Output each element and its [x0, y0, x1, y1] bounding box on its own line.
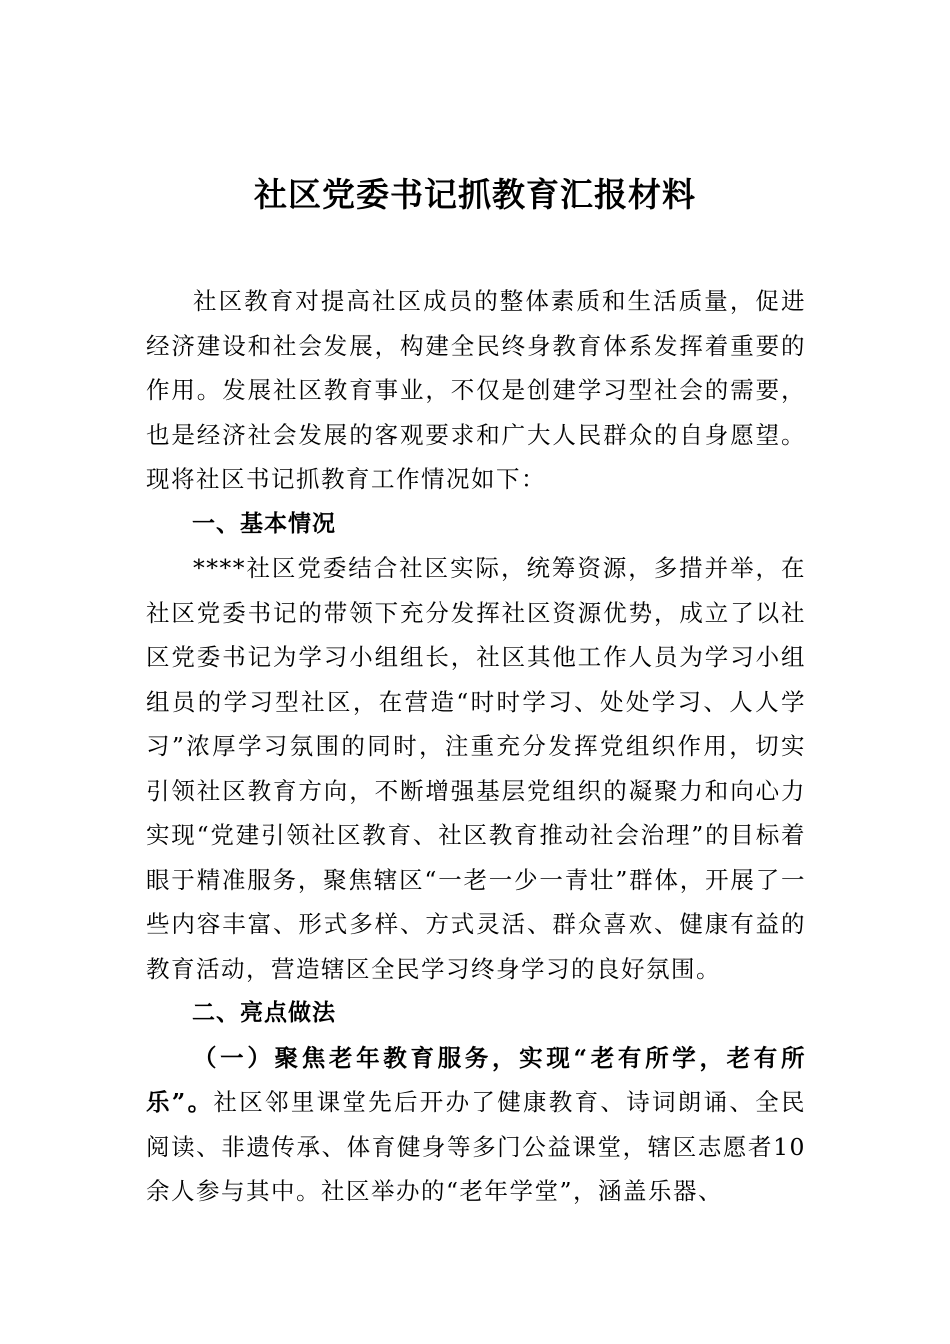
highlight-item-paragraph	[146, 1036, 806, 1214]
highlight-item-text: 社区邻里课堂先后开办了健康教育、诗词朗诵、全民阅读、非遗传承、体育健身等多门公益课堂，辖区志愿者10余人参与其中。社区举办的“老年学堂”，涵盖乐器、	[146, 1088, 806, 1205]
basic-situation-paragraph: ****社区党委结合社区实际，统筹资源，多措并举，在社区党委书记的带领下充分发挥社区资源优势，成立了以社区党委书记为学习小组组长，社区其他工作人员为学习小组组员的学习型社区，在营造“时时学习、处处学习、人人学习”浓厚学习氛围的同时，注重充分发挥党组织作用，切实引领社区教育方向，不断增强基层党组织的凝聚力和向心力实现“党建引领社区教育、社区教育推动社会治理”的目标着眼于精准服务，聚焦辖区“一老一少一青壮”群体，开展了一些内容丰富、形式多样、方式灵活、群众喜欢、健康有益的教育活动，营造辖区全民学习终身学习的良好氛围。	[146, 554, 806, 983]
section-heading-highlights: 二、亮点做法	[192, 1000, 336, 1026]
highlight-item-heading: （一）聚焦老年教育服务，实现“老有所学，老有所乐”。	[146, 1043, 806, 1116]
section-heading-basic-situation: 一、基本情况	[192, 510, 336, 537]
document-title: 社区党委书记抓教育汇报材料	[254, 175, 696, 214]
document-body	[146, 279, 806, 1214]
intro-paragraph: 社区教育对提高社区成员的整体素质和生活质量，促进经济建设和社会发展，构建全民终身教育体系发挥着重要的作用。发展社区教育事业，不仅是创建学习型社会的需要，也是经济社会发展的客观要求和广大人民群众的自身愿望。现将社区书记抓教育工作情况如下：	[146, 287, 806, 493]
